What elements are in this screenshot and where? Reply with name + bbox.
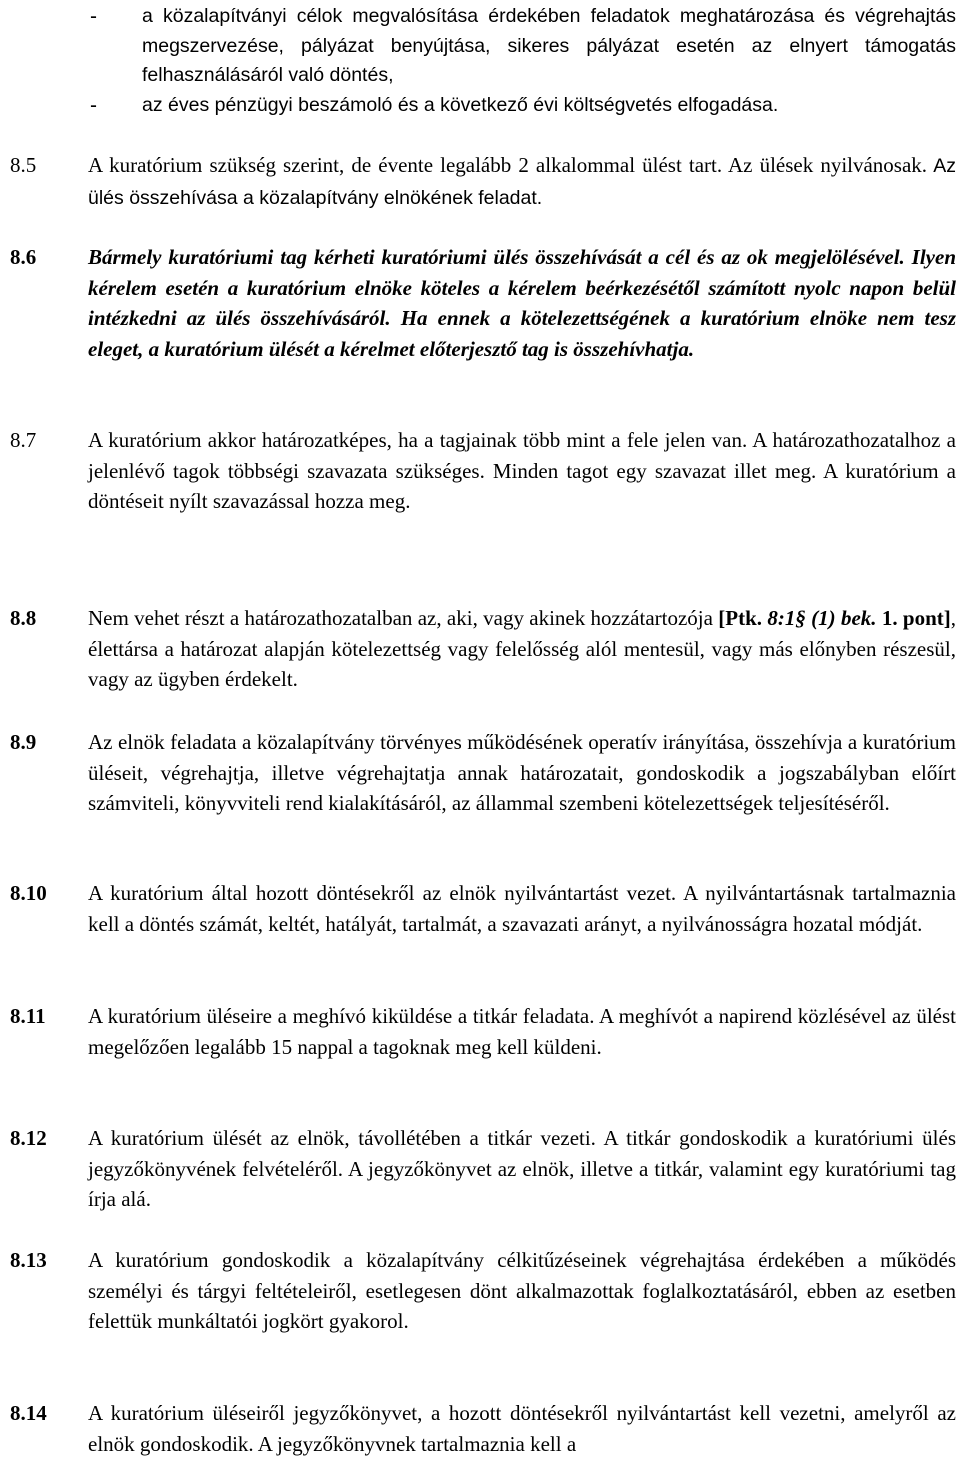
section-text: Az elnök feladata a közalapítvány törvényes működésének operatív irányítása, összehívja a kuratórium üléseit, végrehajtja, illetve végrehajtatja annak határozatait, gondoskodik a jogszabályban előírt számviteli, könyvviteli rend kialakításáról, az állammal szembeni kötelezettségek teljesítéséről. [88, 730, 956, 815]
section-text: A kuratórium üléseiről jegyzőkönyvet, a hozott döntésekről nyilvántartást kell vezetni, amelyről az elnök gondoskodik. A jegyzőkönyvnek tartalmaznia kell a [88, 1401, 956, 1456]
section-number: 8.9 [10, 730, 37, 754]
section-number: 8.5 [10, 153, 37, 177]
section-text: A kuratórium gondoskodik a közalapítvány célkitűzéseinek végrehajtása érdekében a működés személyi és tárgyi feltételeiről, esetlegesen dönt alkalmazottak foglalkoztatásáról, ebben az esetben felettük munkáltatói jogkört gyakorol. [88, 1248, 956, 1333]
section-text: A kuratórium által hozott döntésekről az elnök nyilvántartást vezet. A nyilvántartásnak tartalmaznia kell a döntés számát, keltét, hatályát, tartalmát, a szavazati arányt, a nyilvánosságra hozatal módját. [88, 881, 956, 936]
section-number: 8.7 [10, 428, 37, 452]
section-number: 8.14 [10, 1401, 47, 1425]
bullet-dash: - [90, 94, 97, 117]
section-text: A kuratórium szükség szerint, de évente legalább 2 alkalommal ülést tart. Az ülések nyilvánosak. Az ülés összehívása a közalapítvány elnökének feladat. [88, 153, 956, 209]
section-number: 8.13 [10, 1248, 47, 1272]
section-number: 8.6 [10, 245, 37, 269]
section-text: A kuratórium akkor határozatképes, ha a tagjainak több mint a fele jelen van. A határozathozatalhoz a jelenlévő tagok többségi szavazata szükséges. Minden tagot egy szavazat illet meg. A kuratórium a döntéseit nyílt szavazással hozza meg. [88, 428, 956, 513]
section-text: Nem vehet részt a határozathozatalban az, aki, vagy akinek hozzátartozója [Ptk. 8:1§ (1) bek. 1. pont], élettársa a határozat alapján kötelezettség vagy felelősség alól mentesül, vagy más előnyben részesül, vagy az ügyben érdekelt. [88, 606, 957, 691]
section-number: 8.12 [10, 1126, 47, 1150]
section-number: 8.8 [10, 606, 37, 630]
section-number: 8.11 [10, 1004, 46, 1028]
bullet-text: a közalapítványi célok megvalósítása érdekében feladatok meghatározása és végrehajtás megszervezése, pályázat benyújtása, sikeres pályázat esetén az elnyert támogatás felhasználásáról való döntés, [142, 5, 956, 86]
bullet-dash: - [90, 5, 97, 28]
section-text: A kuratórium üléseire a meghívó kiküldése a titkár feladata. A meghívót a napirend közlésével az ülést megelőzően legalább 15 nappal a tagoknak meg kell küldeni. [88, 1004, 956, 1059]
section-number: 8.10 [10, 881, 47, 905]
section-text: Bármely kuratóriumi tag kérheti kuratóriumi ülés összehívását a cél és az ok megjelölésével. Ilyen kérelem esetén a kuratórium elnöke köteles a kérelem beérkezésétől számított nyolc napon belül intézkedni az ülés összehívásáról. Ha ennek a kötelezettségének a kuratórium elnöke nem tesz eleget, a kuratórium ülését a kérelmet előterjesztő tag is összehívhatja. [88, 245, 956, 361]
bullet-text: az éves pénzügyi beszámoló és a következő évi költségvetés elfogadása. [142, 94, 779, 116]
section-text: A kuratórium ülését az elnök, távollétében a titkár vezeti. A titkár gondoskodik a kuratóriumi ülés jegyzőkönyvének felvételéről. A jegyzőkönyvet az elnök, illetve a titkár, valamint egy kuratóriumi tag írja alá. [88, 1126, 956, 1211]
